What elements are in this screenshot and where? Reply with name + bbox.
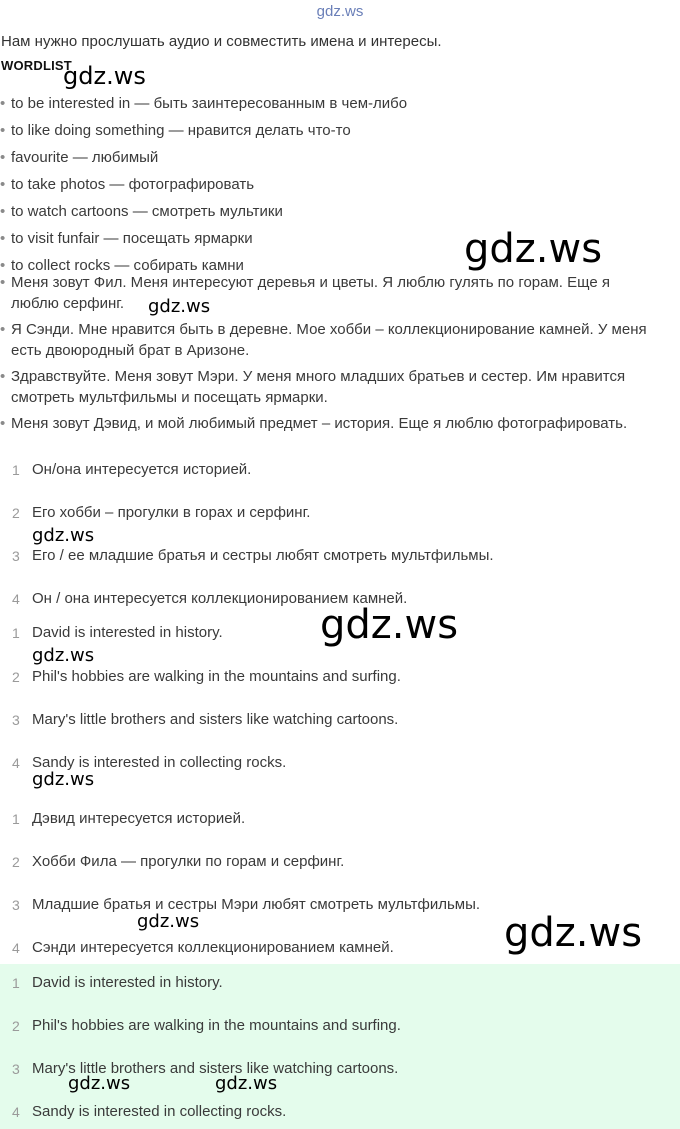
wordlist-heading: WORDLIST — [1, 58, 72, 73]
answer-en: Mary's little brothers and sisters like watching cartoons. — [32, 711, 399, 728]
answer-ru: Младшие братья и сестры Мэри любят смотреть мультфильмы. — [32, 896, 481, 913]
statement-ru: Он / она интересуется коллекционированием камней. — [32, 590, 408, 607]
answer-ru: Дэвид интересуется историей. — [32, 810, 246, 827]
watermark: gdz.ws — [32, 645, 95, 666]
site-logo[interactable]: gdz.ws — [316, 3, 364, 20]
item-number: 1 — [12, 811, 20, 827]
item-number: 4 — [12, 591, 20, 607]
item-number: 1 — [12, 462, 20, 478]
watermark: gdz.ws — [464, 226, 603, 272]
wordlist-item: • to like doing something — нравится делать что-то — [11, 120, 351, 141]
watermark: gdz.ws — [32, 525, 95, 546]
answer-ru: Сэнди интересуется коллекционированием камней. — [32, 939, 394, 956]
item-number: 3 — [12, 1061, 20, 1077]
watermark: gdz.ws — [504, 910, 643, 956]
watermark: gdz.ws — [320, 602, 459, 648]
wordlist-item: • to watch cartoons — смотреть мультики — [11, 201, 283, 222]
answer-final: Sandy is interested in collecting rocks. — [32, 1103, 287, 1120]
statement-ru: Его хобби – прогулки в горах и серфинг. — [32, 504, 311, 521]
translation-item: • Меня зовут Фил. Меня интересуют деревья и цветы. Я люблю гулять по горам. Еще я люблю серфинг. — [11, 272, 661, 314]
item-number: 2 — [12, 505, 20, 521]
item-number: 3 — [12, 712, 20, 728]
answer-final: David is interested in history. — [32, 974, 223, 991]
wordlist-item: • favourite — любимый — [11, 147, 158, 168]
answer-en: Phil's hobbies are walking in the mountains and surfing. — [32, 668, 401, 685]
translation-item: • Я Сэнди. Мне нравится быть в деревне. Мое хобби – коллекционирование камней. У меня есть двоюродный брат в Аризоне. — [11, 319, 661, 361]
answer-final: Phil's hobbies are walking in the mountains and surfing. — [32, 1017, 401, 1034]
statement-ru: Его / ее младшие братья и сестры любят смотреть мультфильмы. — [32, 547, 494, 564]
wordlist-item: • to be interested in — быть заинтересованным в чем-либо — [11, 93, 407, 114]
statement-ru: Он/она интересуется историей. — [32, 461, 252, 478]
translation-item: • Здравствуйте. Меня зовут Мэри. У меня много младших братьев и сестер. Им нравится смотреть мультфильмы и посещать ярмарки. — [11, 366, 661, 408]
answer-ru: Хобби Фила — прогулки по горам и серфинг. — [32, 853, 345, 870]
task-intro: Нам нужно прослушать аудио и совместить имена и интересы. — [1, 33, 442, 50]
wordlist-item: • to take photos — фотографировать — [11, 174, 254, 195]
item-number: 2 — [12, 854, 20, 870]
watermark: gdz.ws — [215, 1073, 278, 1094]
item-number: 2 — [12, 669, 20, 685]
item-number: 1 — [12, 975, 20, 991]
item-number: 2 — [12, 1018, 20, 1034]
wordlist-item: • to collect rocks — собирать камни — [11, 255, 244, 276]
item-number: 4 — [12, 1104, 20, 1120]
item-number: 3 — [12, 897, 20, 913]
answer-en: Sandy is interested in collecting rocks. — [32, 754, 287, 771]
item-number: 3 — [12, 548, 20, 564]
answer-final: Mary's little brothers and sisters like watching cartoons. — [32, 1060, 399, 1077]
item-number: 4 — [12, 940, 20, 956]
watermark: gdz.ws — [148, 296, 211, 317]
wordlist-item: • to visit funfair — посещать ярмарки — [11, 228, 253, 249]
watermark: gdz.ws — [32, 769, 95, 790]
watermark: gdz.ws — [63, 62, 146, 90]
item-number: 1 — [12, 625, 20, 641]
watermark: gdz.ws — [137, 911, 200, 932]
answer-en: David is interested in history. — [32, 624, 223, 641]
translation-item: • Меня зовут Дэвид, и мой любимый предмет – история. Еще я люблю фотографировать. — [11, 413, 661, 434]
watermark: gdz.ws — [68, 1073, 131, 1094]
item-number: 4 — [12, 755, 20, 771]
